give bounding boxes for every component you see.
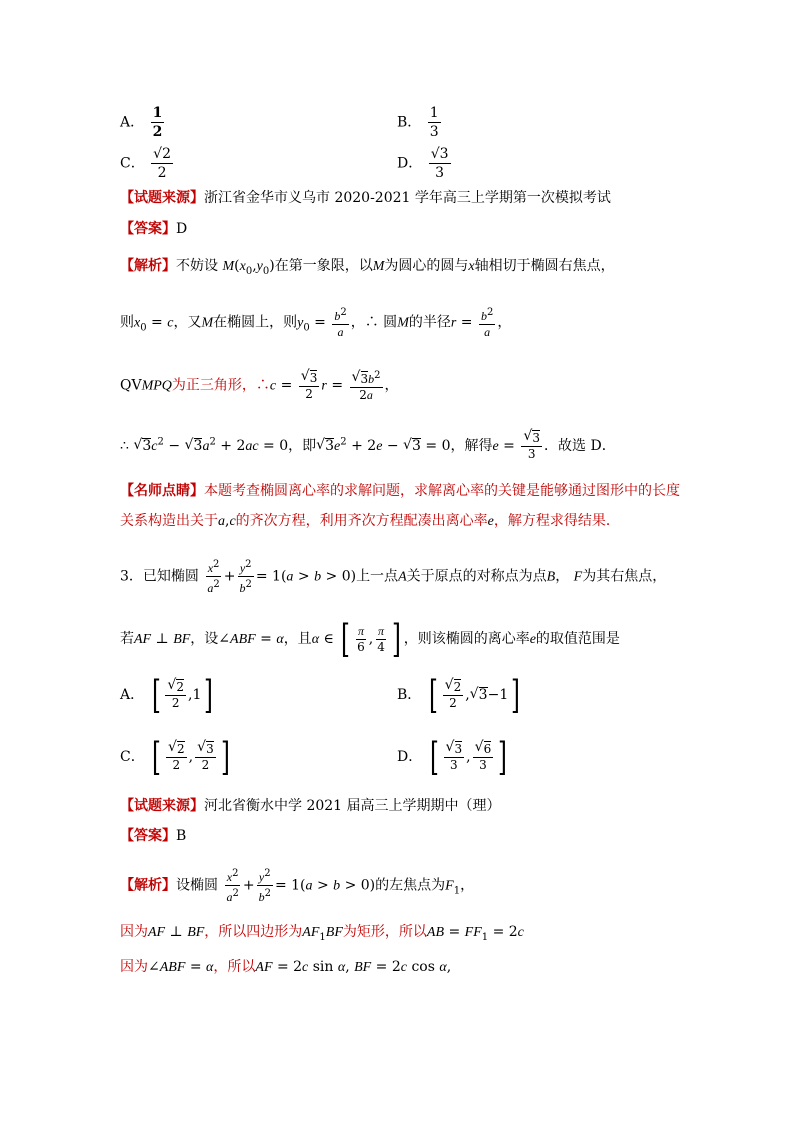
option-fraction: $\frac{√3}{3}$: [430, 146, 449, 181]
option-c: [120, 145, 175, 182]
option-d: [397, 145, 453, 182]
q3-stem-line2: 若AF ⊥ BF，设∠ABF = α，且α ∈ [ $\frac{\pi}{6}$ , $\frac{\pi}{4}$ ] ，则该椭圆的离心率e的取值范围是: [120, 617, 620, 661]
q3-option-d: D． [ √ $\frac{3}{3}$ , √ $\frac{6}{3}$ ]: [397, 738, 510, 776]
option-letter: A．: [120, 114, 145, 131]
option-fraction: $\frac{1}{3}$: [429, 105, 439, 140]
option-fraction: $\frac{1}{2}$: [152, 105, 163, 140]
q2-answer: 【答案】D: [120, 221, 188, 237]
q2-tip-line2: 关系构造出关于a,c的齐次方程，利用齐次方程配凑出离心率e，解方程求得结果．: [120, 513, 620, 529]
q3-option-b: B． [ √ $\frac{2}{2}$ , √ 3 −1 ]: [397, 676, 523, 714]
q3-option-c: C． [ √ $\frac{2}{2}$ , √ $\frac{3}{2}$ ]: [120, 738, 233, 776]
q2-analysis-line3: QVMPQ为正三角形，∴c = √ $\frac{3}{2}$ r = √ $\frac{3b^2}{2a}$ ，: [120, 368, 399, 403]
option-letter: C．: [120, 155, 145, 172]
q2-analysis-line4: ∴ √ $3c^2$ − √ $3a^2 + 2ac = 0$，即√ $3e^2 + 2e$ − √ 3 = 0，解得e = √ $\frac{3}{3}$ ．故选 D．: [120, 430, 616, 462]
q2-source: 【试题来源】浙江省金华市义乌市 2020-2021 学年高三上学期第一次模拟考试: [120, 190, 611, 206]
option-fraction: $\frac{√2}{2}$: [153, 146, 171, 181]
q2-tip-line1: 【名师点睛】本题考查椭圆离心率的求解问题，求解离心率的关键是能够通过图形中的长度: [120, 483, 680, 499]
option-letter: D．: [397, 155, 423, 172]
q3-stem-line1: 3．已知椭圆 $\frac{x^2}{a^2}$ + $\frac{y^2}{b^2}$ = 1(a > b > 0)上一点A关于原点的对称点为点B， F为其右焦点，: [120, 559, 667, 595]
q3-analysis-line3: 因为∠ABF = α，所以AF = 2c sin α, BF = 2c cos α,: [120, 959, 452, 975]
option-a: [120, 104, 166, 141]
q3-source: 【试题来源】河北省衡水中学 2021 届高三上学期期中（理）: [120, 798, 501, 814]
q2-analysis-line2: 则$x_0 = c$，又M在椭圆上，则$y_0$ = $\frac{b^2}{a}$ ，∴ 圆M的半径r = $\frac{b^2}{a}$ ，: [120, 307, 512, 339]
option-letter: B．: [397, 114, 422, 131]
q2-analysis-line1: 【解析】不妨设 $M(x_0,y_0)$在第一象限，以M为圆心的圆与x轴相切于椭圆右焦点，: [120, 258, 615, 277]
q3-analysis-line1: 【解析】设椭圆 $\frac{x^2}{a^2}$ + $\frac{y^2}{b^2}$ = 1(a > b > 0)的左焦点为$F_1$，: [120, 868, 475, 904]
q3-option-a: A． [ √ $\frac{2}{2}$ ,1 ]: [120, 676, 216, 714]
q3-analysis-line2: 因为AF ⊥ BF，所以四边形为$AF_1BF$为矩形，所以AB = $FF_1 = 2c$: [120, 924, 524, 943]
option-b: [397, 104, 443, 141]
q3-answer: 【答案】B: [120, 828, 187, 844]
